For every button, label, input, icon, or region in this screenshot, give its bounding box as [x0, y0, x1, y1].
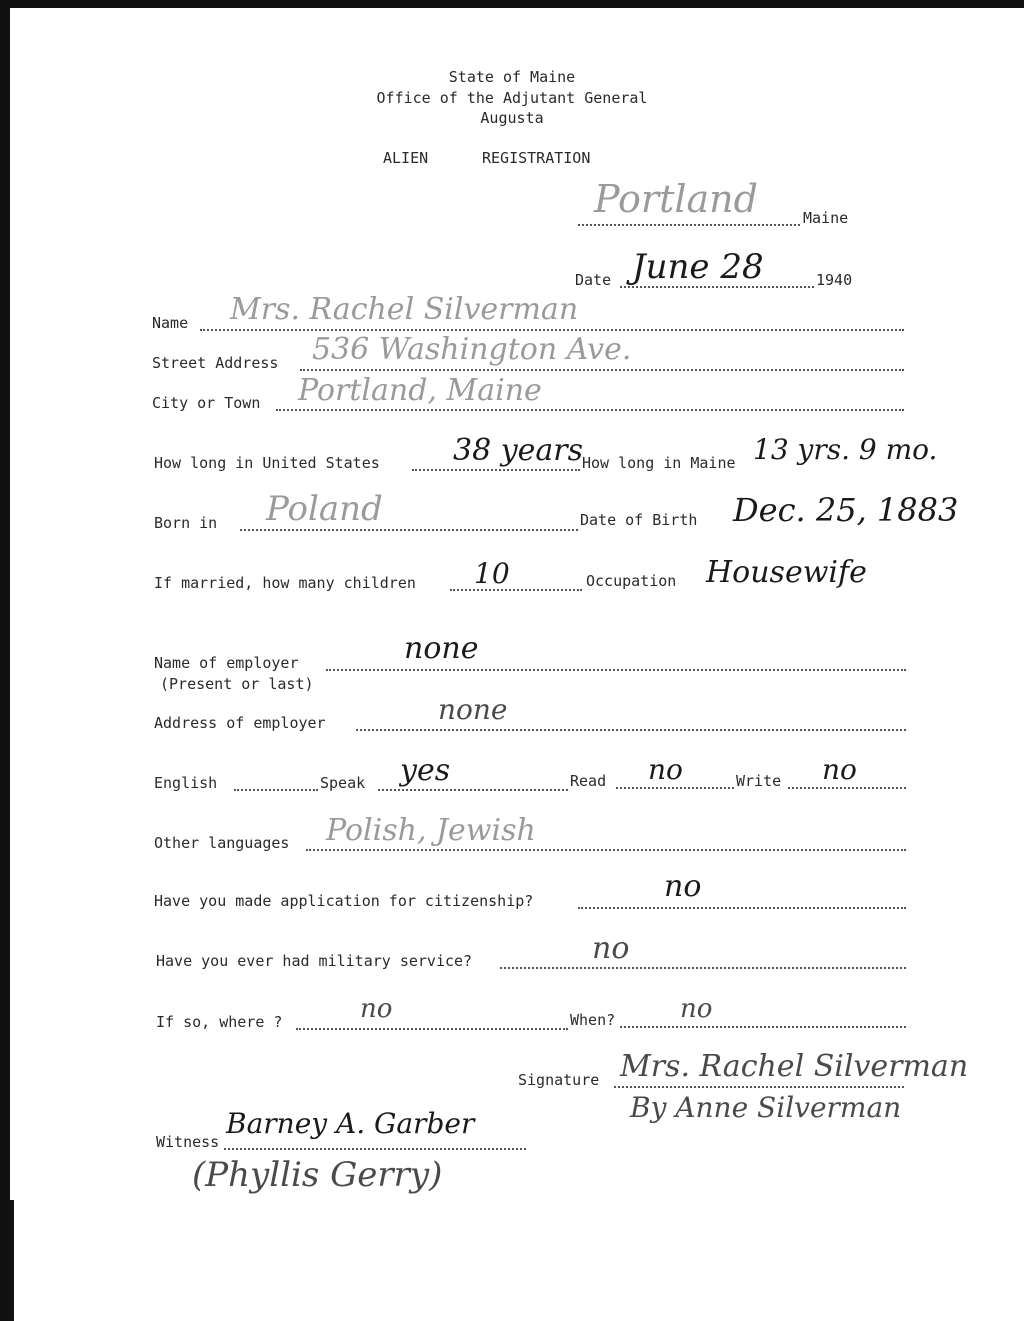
- present-label: (Present or last): [160, 675, 314, 693]
- where-line: [296, 1028, 568, 1030]
- header-alien: ALIEN: [383, 149, 429, 167]
- city-label: City or Town: [152, 394, 261, 412]
- children-line: [450, 589, 582, 591]
- header-city: Augusta: [480, 109, 544, 127]
- city-line: [276, 409, 904, 411]
- header-registration: REGISTRATION: [482, 149, 591, 167]
- scan-edge-corner: [0, 1200, 14, 1321]
- write-value: no: [822, 753, 857, 786]
- name-value: Mrs. Rachel Silverman: [230, 292, 579, 327]
- citizen-line: [578, 907, 906, 909]
- children-value: 10: [474, 557, 510, 590]
- signature-label: Signature: [518, 1071, 600, 1089]
- scan-edge-top: [0, 0, 1024, 8]
- military-value: no: [592, 931, 630, 966]
- signature-by: By Anne Silverman: [630, 1091, 902, 1124]
- born-value: Poland: [266, 489, 383, 529]
- employer-value: none: [404, 631, 479, 666]
- town-value: Portland: [594, 177, 758, 221]
- where-value: no: [360, 994, 393, 1024]
- name-label: Name: [152, 314, 189, 332]
- header-office: Office of the Adjutant General: [376, 89, 648, 107]
- speak-value: yes: [400, 753, 451, 788]
- city-value: Portland, Maine: [298, 373, 542, 408]
- town-line: [578, 224, 800, 226]
- signature-line: [614, 1086, 904, 1088]
- us-long-value: 38 years: [453, 433, 584, 468]
- date-label: Date: [575, 271, 612, 289]
- witness-signature-2: (Phyllis Gerry): [192, 1155, 443, 1195]
- occupation-label: Occupation: [586, 572, 677, 590]
- us-long-line: [412, 469, 580, 471]
- children-label: If married, how many children: [154, 574, 416, 592]
- english-label: English: [154, 774, 218, 792]
- street-line: [300, 369, 904, 371]
- other-lang-value: Polish, Jewish: [326, 813, 536, 848]
- english-line: [234, 789, 318, 791]
- name-line: [200, 329, 904, 331]
- emp-addr-value: none: [438, 693, 508, 726]
- when-value: no: [680, 994, 713, 1024]
- born-label: Born in: [154, 514, 218, 532]
- read-label: Read: [570, 772, 607, 790]
- dob-value: Dec. 25, 1883: [733, 491, 959, 529]
- citizen-label: Have you made application for citizenship?: [154, 892, 534, 910]
- when-label: When?: [570, 1011, 616, 1029]
- witness-line: [224, 1148, 526, 1150]
- emp-addr-label: Address of employer: [154, 714, 326, 732]
- year-label: 1940: [816, 271, 853, 289]
- read-line: [616, 787, 734, 789]
- military-line: [500, 967, 906, 969]
- maine-label: Maine: [803, 209, 849, 227]
- other-lang-line: [306, 849, 906, 851]
- occupation-value: Housewife: [706, 555, 867, 590]
- header-state: State of Maine: [448, 68, 576, 86]
- street-value: 536 Washington Ave.: [312, 332, 632, 367]
- write-label: Write: [736, 772, 782, 790]
- military-label: Have you ever had military service?: [156, 952, 473, 970]
- write-line: [788, 787, 906, 789]
- other-lang-label: Other languages: [154, 834, 290, 852]
- dob-label: Date of Birth: [580, 511, 698, 529]
- emp-addr-line: [356, 729, 906, 731]
- where-label: If so, where ?: [156, 1013, 283, 1031]
- speak-label: Speak: [320, 774, 366, 792]
- witness-label: Witness: [156, 1133, 220, 1151]
- signature-value: Mrs. Rachel Silverman: [620, 1049, 969, 1084]
- born-line: [240, 529, 578, 531]
- date-value: June 28: [632, 247, 764, 287]
- read-value: no: [648, 753, 683, 786]
- employer-label: Name of employer: [154, 654, 299, 672]
- speak-line: [378, 789, 568, 791]
- me-long-label: How long in Maine: [582, 454, 736, 472]
- street-label: Street Address: [152, 354, 279, 372]
- witness-signature-1: Barney A. Garber: [226, 1107, 475, 1140]
- us-long-label: How long in United States: [154, 454, 380, 472]
- citizen-value: no: [664, 869, 702, 904]
- employer-line: [326, 669, 906, 671]
- when-line: [620, 1026, 906, 1028]
- me-long-value: 13 yrs. 9 mo.: [753, 433, 938, 466]
- scan-edge-left: [0, 0, 10, 1321]
